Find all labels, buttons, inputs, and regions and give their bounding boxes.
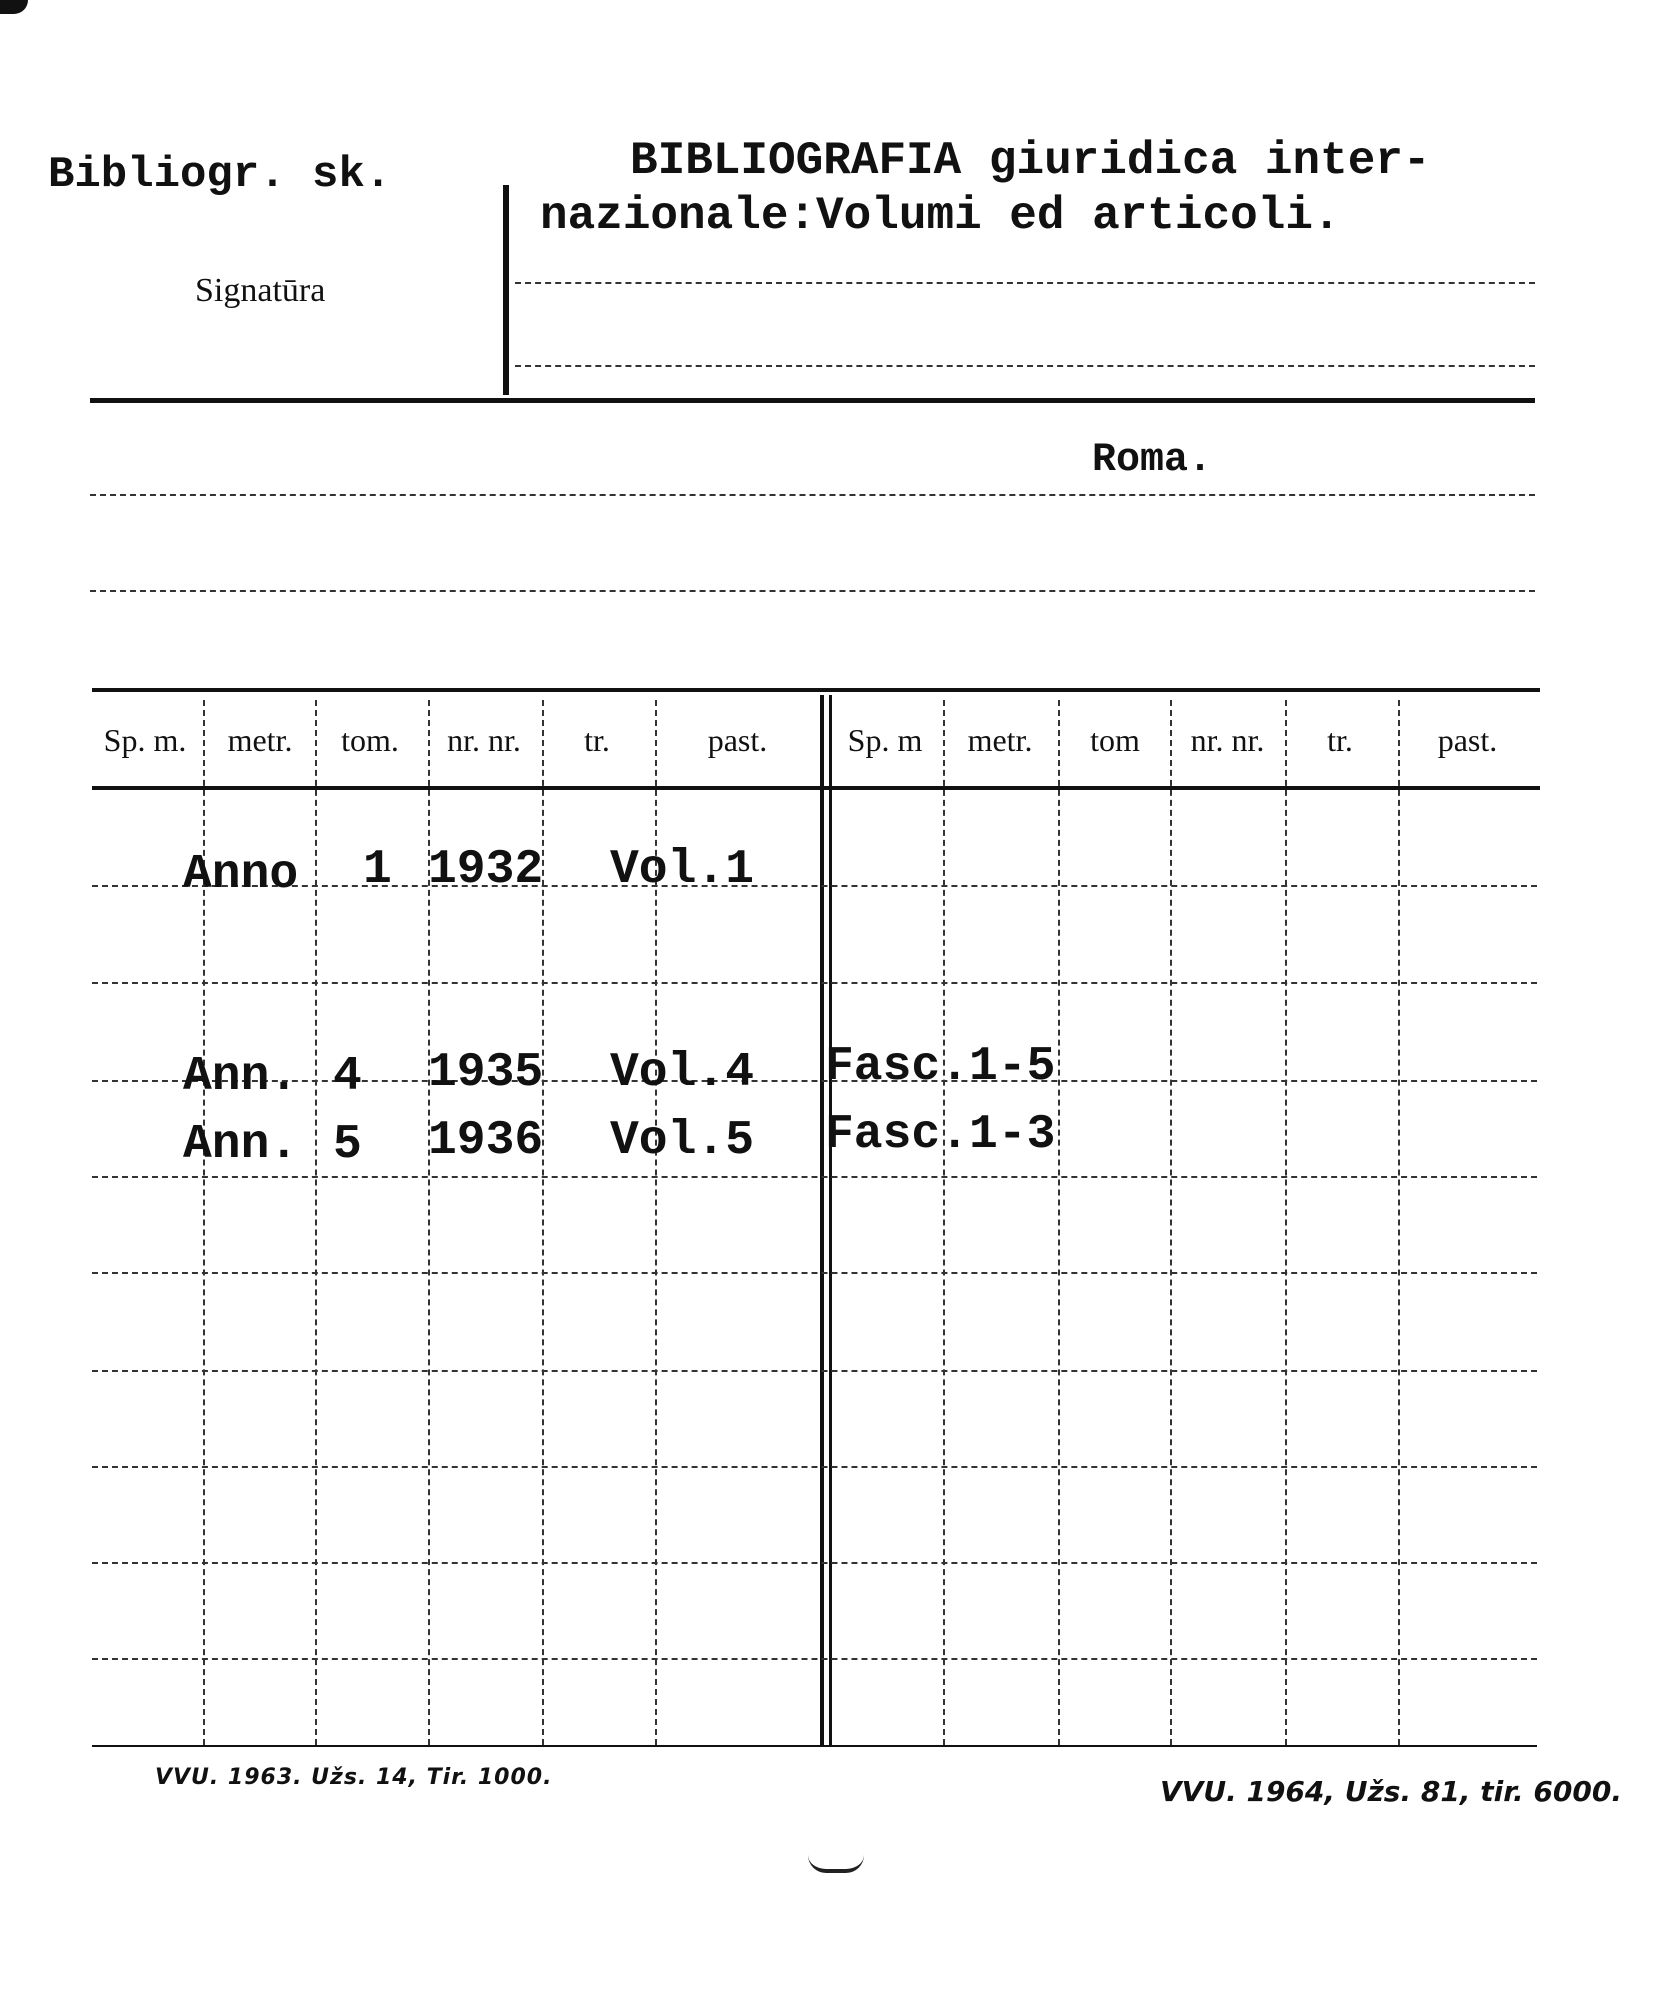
row-line [92,1466,1537,1468]
col-header-nr-nr: nr. nr. [447,722,521,758]
col-header-sp-m: Sp. m. [103,722,187,758]
title-line-2: nazionale:Volumi ed articoli. [540,190,1341,242]
col-header-past: past. [707,722,768,758]
col-header-tom: tom [1090,722,1140,758]
entry-number: 4 [333,1050,362,1104]
title-line-1: BIBLIOGRAFIA giuridica inter- [630,135,1431,187]
entry-volume: Vol.5 [610,1114,755,1168]
entry-anno: Ann. [183,1050,299,1104]
row-line [92,1370,1537,1372]
place-of-publication: Roma. [1092,438,1213,483]
col-header-past: past. [1437,722,1498,758]
column-line [1058,700,1060,1745]
table-top-rule [92,688,1540,692]
header-separator [90,398,1535,403]
info-rule [90,590,1535,592]
col-header-sp-m: Sp. m [847,722,923,758]
column-line [1170,700,1172,1745]
entry-year: 1932 [428,843,544,897]
column-line [1398,700,1400,1745]
col-header-metr: metr. [227,722,293,758]
entry-volume: Vol.1 [610,843,755,897]
row-line [92,1080,1537,1082]
entry-fascicles: Fasc.1-5 [825,1040,1056,1094]
entry-year: 1936 [428,1114,544,1168]
entry-number: 1 [363,843,392,897]
entry-volume: Vol.4 [610,1046,755,1100]
row-line [92,982,1537,984]
entry-year: 1935 [428,1046,544,1100]
shelf-label: Bibliogr. sk. [48,150,392,200]
entry-fascicles: Fasc.1-3 [825,1108,1056,1162]
table-header-rule [92,786,1540,790]
col-header-metr: metr. [967,722,1033,758]
table-bottom-rule [92,1745,1537,1747]
column-line [1285,700,1287,1745]
center-double-rule [829,695,832,1745]
col-header-nr-nr: nr. nr. [1190,722,1265,758]
card-corner [0,0,28,14]
col-header-tr: tr. [584,722,610,758]
row-line [92,1272,1537,1274]
signature-label: Signatūra [195,272,326,309]
column-line [943,700,945,1745]
printer-imprint-right: VVU. 1964, Užs. 81, tir. 6000. [1160,1775,1622,1808]
row-line [92,1562,1537,1564]
column-line [315,700,317,1745]
header-divider [503,185,509,395]
info-rule [90,494,1535,496]
printer-imprint-left: VVU. 1963. Užs. 14, Tir. 1000. [155,1765,553,1790]
ink-mark [808,1855,864,1873]
entry-anno: Anno [183,848,299,902]
col-header-tom: tom. [341,722,399,758]
row-line [92,885,1537,887]
center-double-rule [820,695,824,1745]
title-rule [515,282,1535,284]
row-line [92,1176,1537,1178]
entry-number: 5 [333,1118,362,1172]
row-line [92,1658,1537,1660]
entry-anno: Ann. [183,1118,299,1172]
title-rule [515,365,1535,367]
col-header-tr: tr. [1327,722,1353,758]
